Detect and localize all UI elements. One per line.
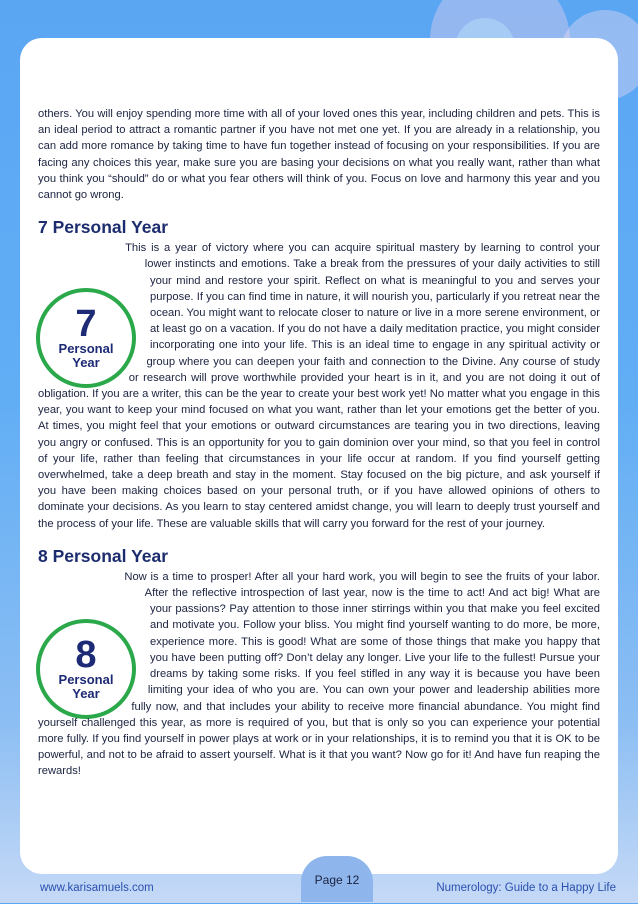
- badge-number: 7: [75, 303, 97, 346]
- intro-paragraph: others. You will enjoy spending more time with all of your loved ones this year, including children and pets. This is an ideal period to attract a romantic partner if you have not met one yet. If you are already in a relationship, you can add more romance by taking time to have fun together instead of focusing on your responsibilities. If you are facing any choices this year, make sure you are basing your decisions on what you really want, rather than what you think you “should” do or what you fear others will think of you. Focus on love and harmony this year and you cannot go wrong.: [38, 108, 600, 202]
- footer-book-title: Numerology: Guide to a Happy Life: [436, 882, 616, 894]
- section-heading-8: 8 Personal Year: [38, 545, 169, 566]
- page-content: [38, 106, 600, 780]
- section-8-text: Now is a time to prosper! After all your hard work, you will begin to see the fruits of your labor. After the reflective introspection of last year, now is the time to act! And act big! What are your passions? Pay attention to those inner stirrings within you that make you feel excited and motivate you. Follow your bliss. You might find yourself wanting to do more, be more, experience more. This is good! What are some of those things that make you happy that you have been putting off? Don’t delay any longer. Live your life to the fullest! Pursue your dreams by taking some risks. If you feel stifled in any way it is because you have been limiting your idea of who you are. You can own your power and leadership abilities more fully now, and that includes your ability to receive more financial abundance. You might find yourself challenged this year, as more is required of you, but that is only so you can experience your potential more fully. If you find yourself in power plays at work or in your relationships, it is to remind you that it is OK to be powerful, and not to be afraid to assert yourself. What is it that you want? Now go for it! And have fun reaping the rewards!: [38, 570, 600, 778]
- section-heading-7: 7 Personal Year: [38, 217, 169, 238]
- badge-circle: [36, 619, 136, 719]
- badge-number: 8: [75, 633, 97, 676]
- badge-label: Personal Year: [58, 671, 114, 701]
- footer-website-link[interactable]: www.karisamuels.com: [40, 882, 154, 894]
- section-8-paragraph: [38, 569, 600, 780]
- badge-circle: [36, 288, 136, 388]
- section-7-text: This is a year of victory where you can acquire spiritual mastery by learning to control your lower instincts and emotions. Take a break from the pressures of your daily activities to still your mind and restore your spirit. Reflect on what is meaningful to you and serves your purpose. If you can find time in nature, it will nourish you, particularly if you retreat near the ocean. You might want to relocate closer to nature or live in a more serene environment, or at least go on a vacation. If you do not have a daily meditation practice, you might consider incorporating one into your life. This is an ideal time to engage in any spiritual activity or group where you can deepen your faith and connection to the Divine. Any course of study or research will prove worthwhile provided your heart is in it, and you are not doing it out of obligation. If you are a writer, this can be the year to create your best work yet! No matter what you engage in this year, you want to keep your mind focused on what you want, rather than let your emotions get the better of you. At times, you might feel that your emotions or outward circumstances are tearing you in two directions, leaving you angry or confused. This is an opportunity for you to gain dominion over your mind, so that you feel in control of your life, rather than feeling that circumstances in your life occur at random. If you find yourself getting overwhelmed, take a deep breath and stay in the moment. Stay focused on the big picture, and ask yourself if you have been making choices based on your personal truth, or if you have allowed opinions of others to dominate your decisions. As you learn to stay centered amidst change, you will learn to deeply trust yourself and the process of your life. These are valuable skills that will carry you forward for the rest of your journey.: [38, 242, 600, 530]
- badge-label: Personal Year: [58, 341, 114, 371]
- page-number: Page 12: [301, 856, 373, 902]
- section-7-paragraph: [38, 240, 600, 532]
